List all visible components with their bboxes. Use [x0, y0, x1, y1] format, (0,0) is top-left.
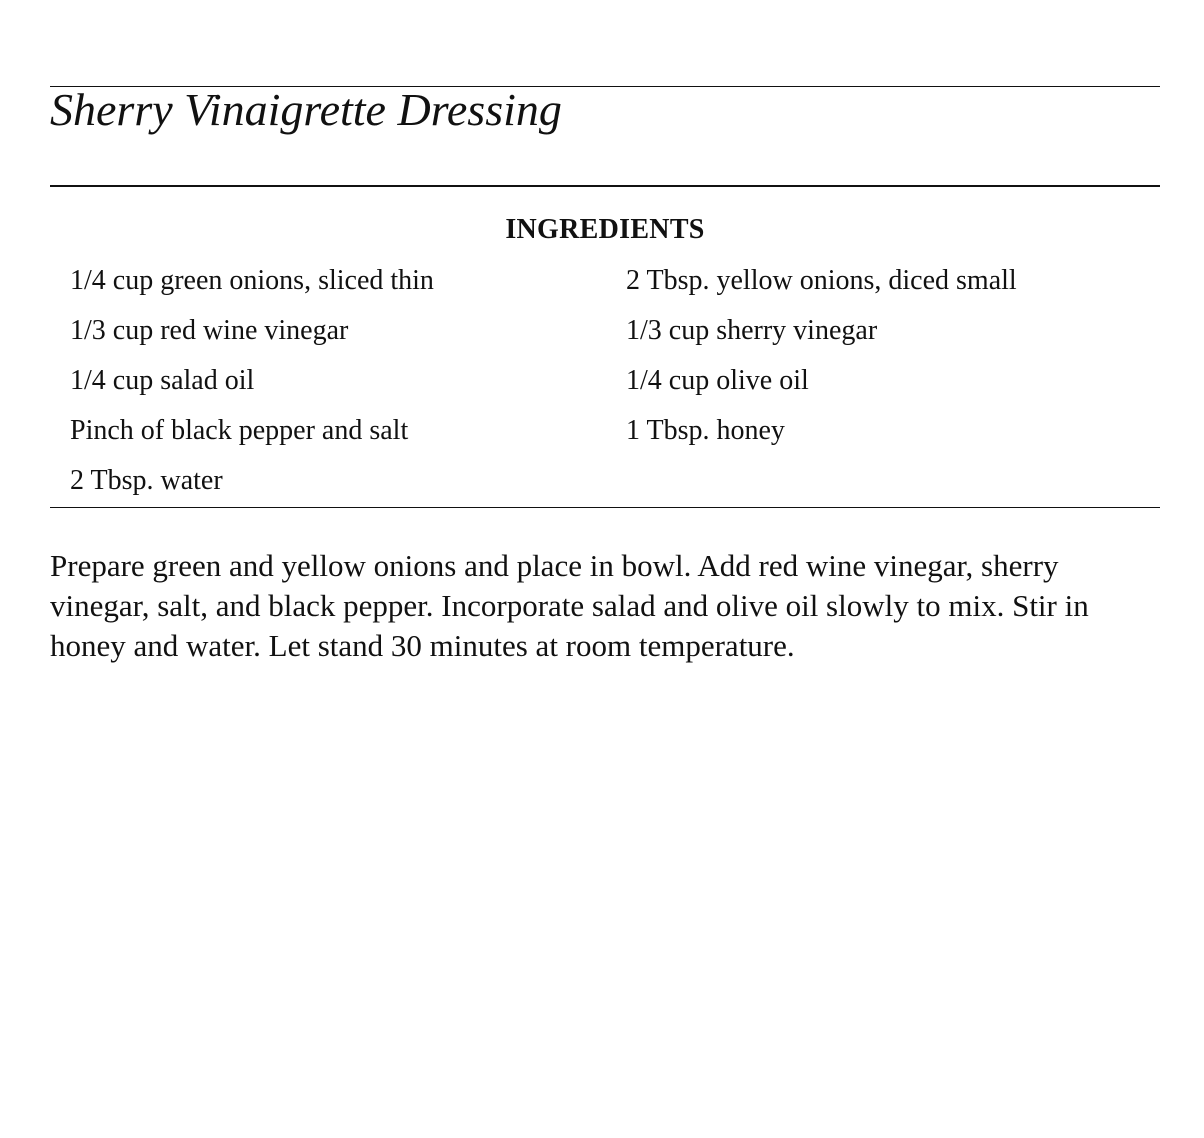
ingredient-item: 1/3 cup red wine vinegar: [70, 315, 349, 346]
ingredients-heading: INGREDIENTS: [505, 214, 705, 245]
ingredient-item: 1/3 cup sherry vinegar: [626, 315, 878, 346]
ingredient-item: 1 Tbsp. honey: [626, 415, 785, 446]
recipe-title: Sherry Vinaigrette Dressing: [50, 84, 562, 135]
ingredient-item: 2 Tbsp. yellow onions, diced small: [626, 265, 1017, 296]
title-divider: [50, 185, 1160, 187]
directions-text: Prepare green and yellow onions and place in bowl. Add red wine vinegar, sherry vinegar, salt, and black pepper. Incorporate salad and olive oil slowly to mix. Stir in honey and water. Let stand 30 minutes at room temperature.: [50, 548, 1089, 663]
ingredient-item: 2 Tbsp. water: [70, 465, 223, 496]
ingredient-item: 1/4 cup green onions, sliced thin: [70, 265, 434, 296]
ingredients-list: [70, 263, 1160, 513]
ingredients-divider: [50, 507, 1160, 508]
ingredient-item: 1/4 cup salad oil: [70, 365, 255, 396]
ingredient-item: 1/4 cup olive oil: [626, 365, 809, 396]
ingredient-item: Pinch of black pepper and salt: [70, 415, 409, 446]
